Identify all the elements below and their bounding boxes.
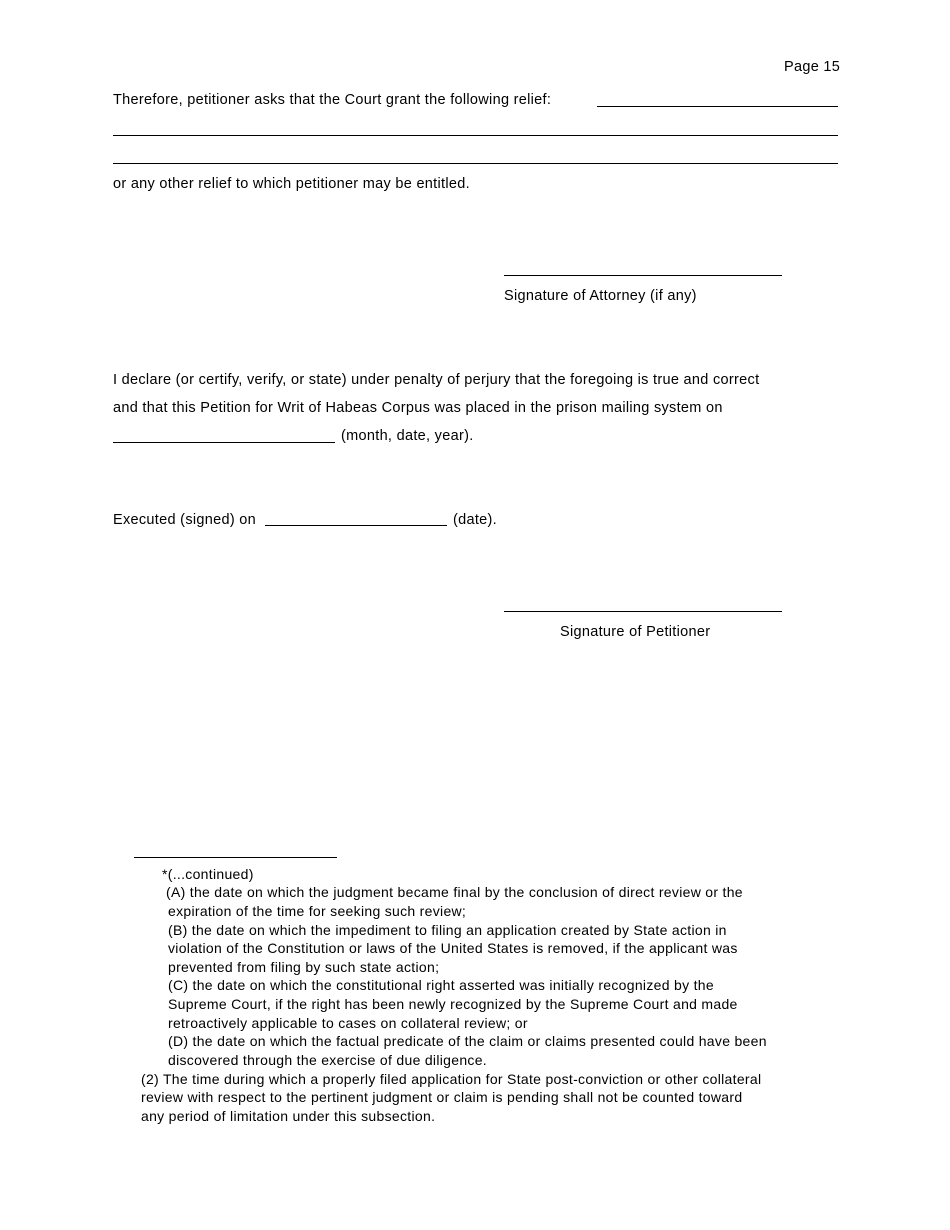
executed-date-hint: (date).	[453, 512, 498, 528]
mailing-date-hint: (month, date, year).	[341, 428, 474, 444]
footnote-line: discovered through the exercise of due diligence.	[168, 1052, 488, 1068]
relief-blank-line-3[interactable]	[113, 163, 838, 164]
footnote-line: prevented from filing by such state action;	[168, 959, 440, 975]
footnote-separator	[134, 857, 337, 858]
petitioner-signature-label: Signature of Petitioner	[560, 624, 711, 640]
petitioner-signature-line[interactable]	[504, 611, 782, 612]
footnote-line: review with respect to the pertinent judgment or claim is pending shall not be counted toward	[141, 1089, 743, 1105]
declaration-line-2: and that this Petition for Writ of Habeas Corpus was placed in the prison mailing system on	[113, 400, 723, 416]
footnote-line: (B) the date on which the impediment to filing an application created by State action in	[168, 922, 727, 938]
relief-prompt: Therefore, petitioner asks that the Court grant the following relief:	[113, 92, 552, 108]
footnote-line: (C) the date on which the constitutional right asserted was initially recognized by the	[168, 977, 714, 993]
footnote-line: retroactively applicable to cases on collateral review; or	[168, 1015, 528, 1031]
footnote-line: (A) the date on which the judgment became final by the conclusion of direct review or the	[166, 884, 743, 900]
relief-blank-line-2[interactable]	[113, 135, 838, 136]
footnote-line: violation of the Constitution or laws of the United States is removed, if the applicant was	[168, 940, 738, 956]
attorney-signature-label: Signature of Attorney (if any)	[504, 288, 697, 304]
page-number: Page 15	[784, 59, 841, 75]
footnote-line: (D) the date on which the factual predicate of the claim or claims presented could have been	[168, 1033, 767, 1049]
footnote-line: *(...continued)	[162, 866, 254, 882]
footnote-line: (2) The time during which a properly filed application for State post-conviction or other collateral	[141, 1071, 762, 1087]
declaration-line-1: I declare (or certify, verify, or state) under penalty of perjury that the foregoing is true and correct	[113, 372, 760, 388]
relief-blank-line-1[interactable]	[597, 106, 838, 107]
footnote-line: any period of limitation under this subsection.	[141, 1108, 436, 1124]
mailing-date-blank-line[interactable]	[113, 442, 335, 443]
footnote-line: expiration of the time for seeking such review;	[168, 903, 467, 919]
executed-date-blank-line[interactable]	[265, 525, 447, 526]
footnote-line: Supreme Court, if the right has been newly recognized by the Supreme Court and made	[168, 996, 738, 1012]
executed-label: Executed (signed) on	[113, 512, 257, 528]
attorney-signature-line[interactable]	[504, 275, 782, 276]
other-relief-text: or any other relief to which petitioner may be entitled.	[113, 176, 470, 192]
